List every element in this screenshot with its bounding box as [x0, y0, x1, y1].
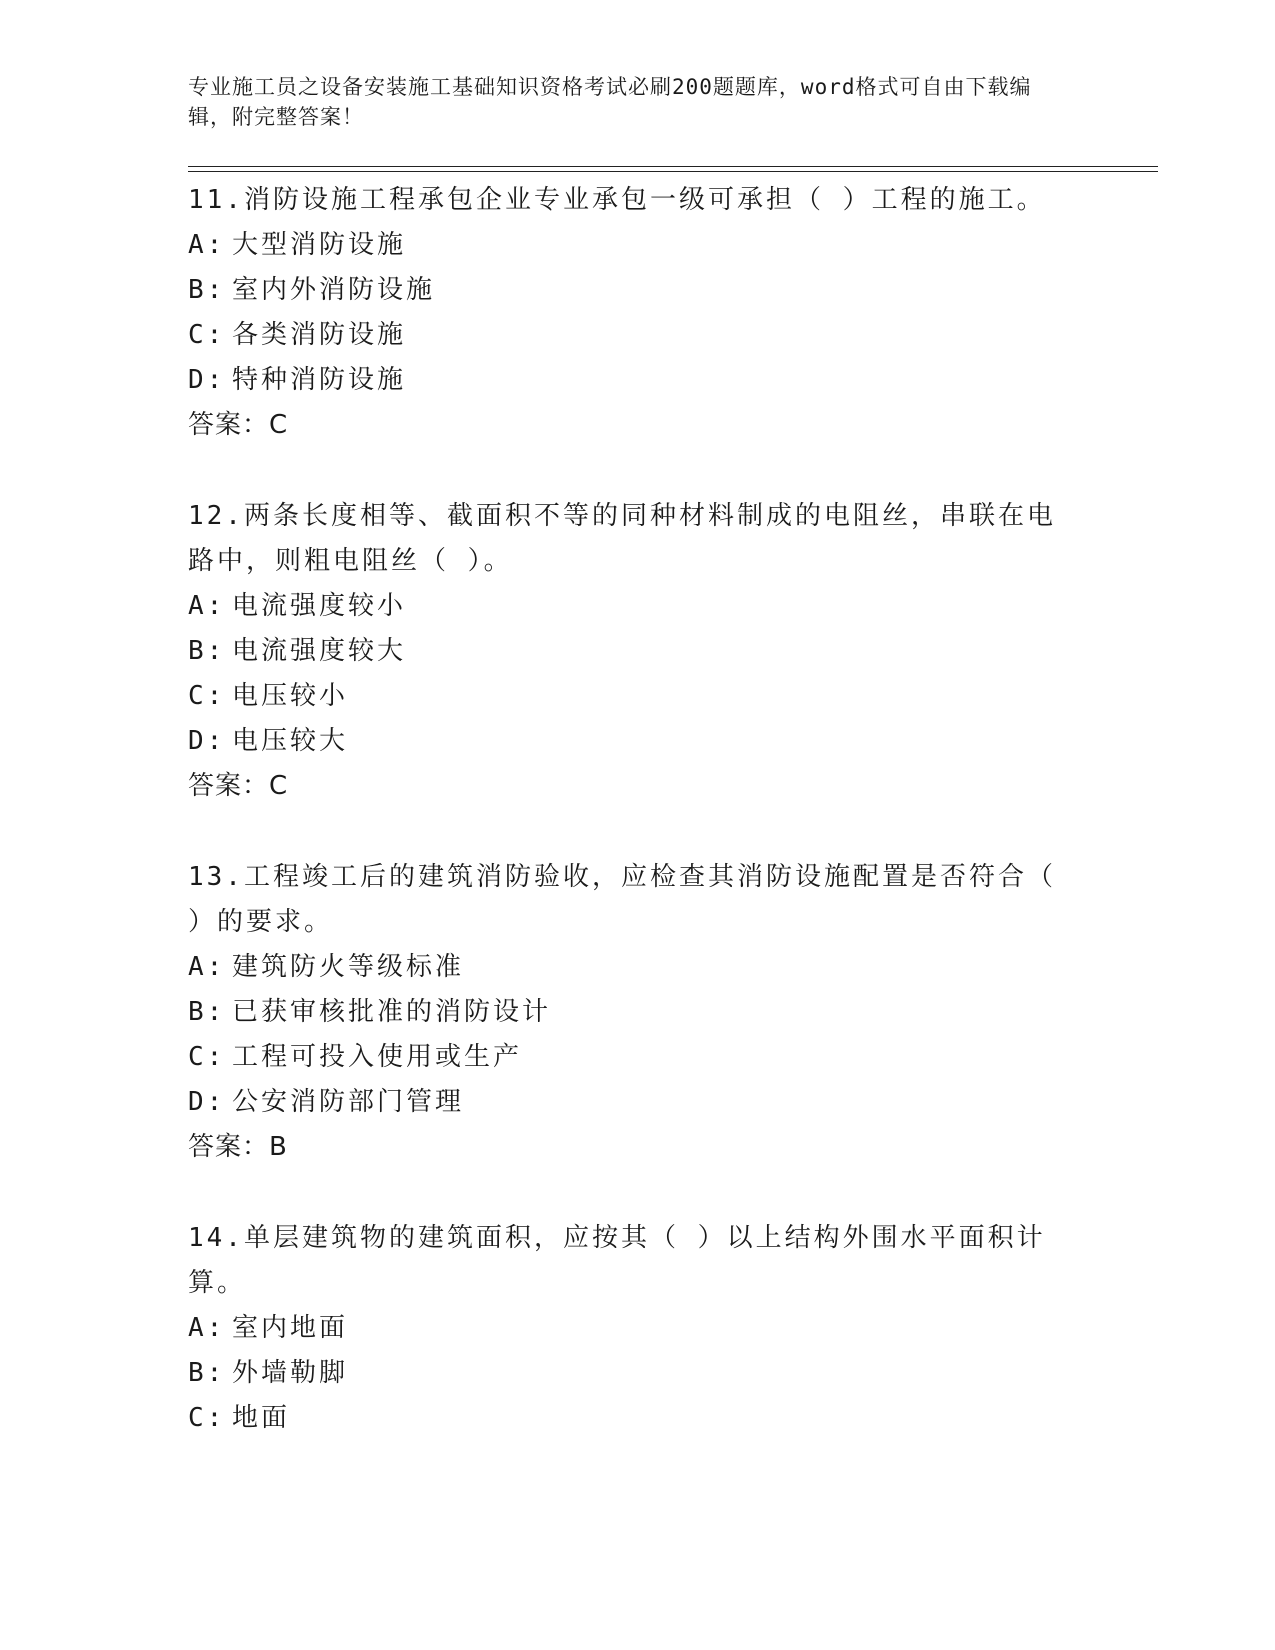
option-c — [188, 313, 1158, 358]
option-b — [188, 629, 1158, 674]
option-a — [188, 223, 1158, 268]
question-stem: 14.单层建筑物的建筑面积，应按其（ ）以上结构外围水平面积计算。 — [188, 1223, 1046, 1298]
option-text: 外墙勒脚 — [232, 1358, 349, 1388]
option-d — [188, 1080, 1158, 1125]
option-b — [188, 990, 1158, 1035]
option-key: C: — [188, 681, 226, 711]
option-key: A: — [188, 1313, 226, 1343]
option-key: B: — [188, 275, 226, 305]
header-rule-bottom — [188, 171, 1158, 172]
option-a — [188, 945, 1158, 990]
question-stem: 11.消防设施工程承包企业专业承包一级可承担（ ）工程的施工。 — [188, 185, 1046, 215]
option-text: 电流强度较小 — [232, 591, 407, 621]
option-key: C: — [188, 1042, 226, 1072]
option-text: 公安消防部门管理 — [232, 1087, 465, 1117]
option-text: 已获审核批准的消防设计 — [232, 997, 552, 1027]
option-text: 各类消防设施 — [232, 320, 407, 350]
option-key: D: — [188, 1087, 226, 1117]
option-text: 特种消防设施 — [232, 365, 407, 395]
document-header: 专业施工员之设备安装施工基础知识资格考试必刷200题题库，word格式可自由下载编辑，附完整答案！ — [188, 75, 1032, 129]
question-stem: 13.工程竣工后的建筑消防验收，应检查其消防设施配置是否符合（ ）的要求。 — [188, 862, 1056, 937]
option-key: A: — [188, 952, 226, 982]
option-a — [188, 584, 1158, 629]
question-11 — [188, 178, 1158, 448]
document-page — [188, 72, 1158, 1487]
option-key: C: — [188, 1403, 226, 1433]
answer-line: 答案：C — [188, 410, 289, 440]
option-key: B: — [188, 1358, 226, 1388]
option-c — [188, 674, 1158, 719]
option-text: 工程可投入使用或生产 — [232, 1042, 523, 1072]
option-d — [188, 358, 1158, 403]
option-text: 地面 — [232, 1403, 291, 1433]
question-14 — [188, 1216, 1158, 1441]
option-c — [188, 1035, 1158, 1080]
option-key: A: — [188, 230, 226, 260]
question-13 — [188, 855, 1158, 1170]
option-b — [188, 268, 1158, 313]
option-text: 电流强度较大 — [232, 636, 407, 666]
option-b — [188, 1351, 1158, 1396]
option-key: A: — [188, 591, 226, 621]
header-double-rule — [188, 166, 1158, 172]
option-key: B: — [188, 997, 226, 1027]
option-text: 电压较大 — [232, 726, 349, 756]
option-a — [188, 1306, 1158, 1351]
answer-line: 答案：B — [188, 1132, 288, 1162]
option-text: 室内地面 — [232, 1313, 349, 1343]
header-rule-top — [188, 166, 1158, 167]
option-key: B: — [188, 636, 226, 666]
option-key: C: — [188, 320, 226, 350]
option-text: 建筑防火等级标准 — [232, 952, 465, 982]
question-12 — [188, 494, 1158, 809]
option-key: D: — [188, 365, 226, 395]
question-stem: 12.两条长度相等、截面积不等的同种材料制成的电阻丝，串联在电路中，则粗电阻丝（ ）。 — [188, 501, 1056, 576]
question-list — [188, 178, 1158, 1441]
option-d — [188, 719, 1158, 764]
option-c — [188, 1396, 1158, 1441]
option-text: 室内外消防设施 — [232, 275, 436, 305]
option-text: 大型消防设施 — [232, 230, 407, 260]
option-text: 电压较小 — [232, 681, 349, 711]
option-key: D: — [188, 726, 226, 756]
answer-line: 答案：C — [188, 771, 289, 801]
